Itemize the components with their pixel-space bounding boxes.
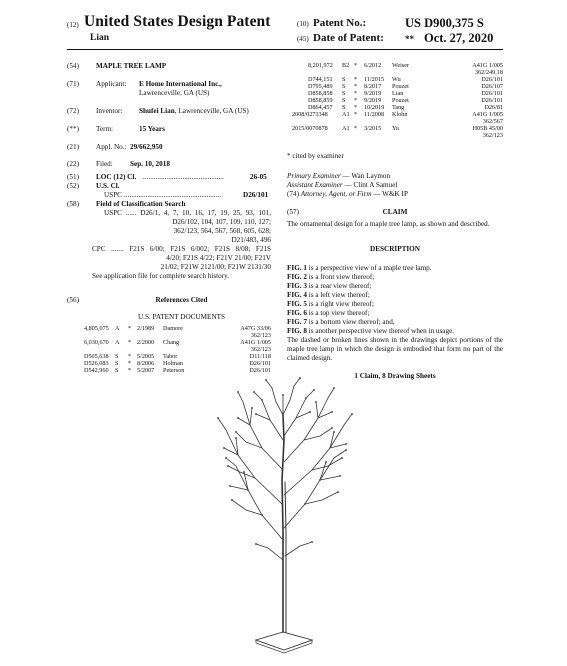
reference-name: Yu [392, 125, 399, 132]
appl-number: 29/662,950 [130, 143, 163, 151]
reference-name: Klohn [392, 111, 408, 118]
reference-name: Peterson [163, 367, 185, 374]
primary-examiner-name: — Wan Laymon [340, 172, 391, 180]
uspc-leader: ...................................................... [124, 191, 222, 199]
sub-branch [305, 450, 346, 504]
inventor-surname-header: Lian [90, 33, 110, 43]
reference-date: 6/2012 [364, 62, 382, 69]
branch [284, 425, 344, 495]
figure-label: FIG. 6 [287, 309, 307, 317]
loc-leader: ............................................. [143, 173, 224, 181]
reference-star: * [354, 104, 358, 111]
code-10: (10) [297, 20, 309, 28]
reference-class: A41G 1/005 [240, 339, 271, 346]
design-title: MAPLE TREE LAMP [96, 62, 167, 70]
reference-kind: B2 [342, 62, 350, 69]
reference-date: 9/2019 [364, 90, 382, 97]
reference-star: * [128, 353, 132, 360]
figure-text: is a front view thereof; [306, 273, 375, 281]
claim-heading: CLAIM [382, 208, 408, 216]
reference-star: * [354, 90, 358, 97]
field-search-label: Field of Classification Search [96, 200, 186, 208]
reference-class: D26/101 [249, 367, 271, 374]
sub-branch [236, 392, 262, 448]
reference-star: * [354, 97, 358, 104]
reference-star: * [128, 367, 132, 374]
reference-class: 362/249.18 [474, 69, 503, 76]
reference-number: D744,151 [308, 76, 333, 83]
figure-text: is another perspective view thereof when in usage. [306, 327, 455, 335]
reference-number: D858,859 [308, 97, 333, 104]
branch [284, 398, 306, 436]
date-label: Date of Patent: [313, 32, 384, 44]
branch [283, 386, 294, 415]
assistant-examiner-name: — Clint A Samuel [342, 181, 398, 189]
term-value: 15 Years [139, 125, 165, 133]
code-74: (74) [287, 190, 299, 198]
reference-name: Weiser [392, 62, 410, 69]
trunk [282, 415, 284, 632]
code-56: (56) [67, 296, 79, 304]
reference-star: * [354, 111, 358, 118]
reference-star: * [354, 76, 358, 83]
applicant-name: E Home International Inc., [139, 80, 222, 88]
reference-class: D26/81 [484, 104, 503, 111]
branch [284, 398, 328, 462]
patent-no-label: Patent No.: [313, 17, 367, 29]
us-patent-docs-heading: U.S. PATENT DOCUMENTS [137, 313, 226, 321]
figure-label: FIG. 4 [287, 291, 307, 299]
loc-class: 26-05 [250, 173, 267, 181]
branch [272, 388, 283, 415]
reference-name: Wu [392, 76, 401, 83]
inventor-label: Inventor: [96, 107, 123, 115]
trunk-edge [285, 482, 286, 632]
reference-class: A41G 1/005 [472, 62, 503, 69]
reference-class: D26/101 [481, 76, 503, 83]
reference-name: Pouzet [392, 83, 409, 90]
applicant-city: Lawrenceville, GA (US) [139, 89, 210, 97]
code-51: (51) [67, 173, 79, 181]
reference-name: Pouzet [392, 97, 409, 104]
reference-class: D26/101 [481, 90, 503, 97]
reference-class: D26/101 [249, 360, 271, 367]
figure-text: is a left view thereof; [306, 291, 370, 299]
figure-label: FIG. 2 [287, 273, 307, 281]
description-heading: DESCRIPTION [370, 245, 420, 253]
uspc-class: D26/101 [243, 191, 269, 199]
code-22: (22) [67, 160, 79, 168]
cpc-search-line: 4/20; F21S 4/22; F21V 21/00; F21V [166, 254, 271, 262]
loc-label: LOC (12) Cl. [96, 173, 137, 181]
reference-class: 362/123 [250, 332, 271, 339]
reference-kind: S [342, 76, 346, 83]
reference-number: D864,457 [308, 104, 333, 111]
sub-branch [256, 542, 312, 560]
reference-number: D542,960 [84, 367, 109, 374]
date-of-patent: Oct. 27, 2020 [424, 31, 494, 45]
reference-kind: A1 [342, 125, 350, 132]
code-term: (**) [67, 125, 79, 133]
uspc-search-line: D26/102, 104, 107, 109, 110, 127; [172, 218, 271, 226]
reference-kind: S [342, 104, 346, 111]
reference-class: H05B 45/00 [472, 125, 503, 132]
patent-number: US D900,375 S [405, 16, 484, 30]
inventor-name: Shufei Lian [139, 107, 175, 115]
see-application-note: See application file for complete search history. [92, 272, 230, 280]
reference-date: 5/2005 [137, 353, 155, 360]
reference-name: Damore [163, 325, 183, 332]
figure-label: FIG. 7 [287, 318, 307, 326]
reference-name: Tang [392, 104, 405, 111]
figure-label: FIG. 5 [287, 300, 307, 308]
reference-number: D795,489 [308, 83, 333, 90]
figure-text: is a bottom view thereof; and, [306, 318, 395, 326]
reference-class: A47G 33/06 [240, 325, 271, 332]
figure-text: is a rear view thereof; [306, 282, 372, 290]
branch [226, 430, 283, 505]
reference-class: 362/567 [482, 118, 503, 125]
document-title: United States Design Patent [84, 13, 271, 30]
reference-class: D11/118 [249, 353, 271, 360]
claims-count: 1 Claim, 8 Drawing Sheets [354, 372, 436, 380]
reference-kind: S [342, 90, 346, 97]
reference-date: 2/1989 [137, 325, 155, 332]
reference-class: A41G 1/005 [472, 111, 503, 118]
branch [262, 400, 283, 440]
reference-date: 10/2019 [364, 104, 385, 111]
references-heading: References Cited [155, 296, 208, 304]
reference-date: 11/2008 [364, 111, 385, 118]
branch [284, 458, 334, 528]
branch [236, 466, 283, 540]
uspc-search-line: USPC ...... D26/1, 4, 7, 10, 16, 17, 19, 25, 93, 101, [104, 209, 271, 217]
cited-by-examiner-note: * cited by examiner [287, 152, 344, 160]
reference-star: * [354, 125, 358, 132]
reference-kind: S [115, 353, 119, 360]
reference-kind: S [342, 97, 346, 104]
reference-kind: A [115, 339, 120, 346]
sub-branch [266, 378, 300, 415]
sub-branch [254, 390, 314, 420]
primary-examiner-label: Primary Examiner [287, 172, 341, 180]
code-12: (12) [67, 21, 79, 29]
code-54: (54) [67, 62, 79, 70]
reference-number: 8,201,972 [308, 62, 333, 69]
reference-number: 6,030,670 [84, 339, 109, 346]
reference-star: * [128, 325, 132, 332]
reference-date: 2/2000 [137, 339, 155, 346]
reference-number: 2008/0273348 [292, 111, 328, 118]
code-58: (58) [67, 200, 79, 208]
reference-number: D526,083 [84, 360, 109, 367]
reference-kind: A [115, 325, 120, 332]
reference-class: D26/101 [481, 97, 503, 104]
reference-name: Tabor [163, 353, 178, 360]
reference-date: 5/2007 [137, 367, 155, 374]
reference-star: * [354, 62, 358, 69]
reference-class: D26/107 [481, 83, 503, 90]
date-marker: ** [405, 34, 414, 44]
reference-date: 9/2019 [364, 97, 382, 104]
code-21: (21) [67, 143, 79, 151]
filed-date: Sep. 10, 2018 [130, 160, 170, 168]
branch [243, 402, 283, 470]
uspc-search-line: 362/123, 564, 567, 568, 605, 628; [173, 227, 271, 235]
reference-number: D505,638 [84, 353, 109, 360]
applicant-label: Applicant: [96, 80, 127, 88]
term-label: Term: [96, 125, 114, 133]
reference-date: 3/2015 [364, 125, 382, 132]
reference-kind: S [342, 83, 346, 90]
reference-date: 8/2006 [137, 360, 155, 367]
figure-text: is a top view thereof; [306, 309, 370, 317]
reference-star: * [128, 360, 132, 367]
reference-class: 362/123 [482, 132, 503, 139]
code-72: (72) [67, 107, 79, 115]
sub-branch [226, 458, 262, 515]
figure-label: FIG. 8 [287, 327, 307, 335]
uspc-label: USPC [104, 191, 122, 199]
attorney-name: — W&K IP [371, 190, 408, 198]
reference-star: * [128, 339, 132, 346]
reference-name: Lian [392, 90, 404, 97]
reference-class: 362/123 [250, 346, 271, 353]
code-57: (57) [287, 208, 299, 216]
figure-text: is a right view thereof; [306, 300, 374, 308]
attorney-label: Attorney, Agent, or Firm [300, 190, 372, 198]
uspc-search-line: D21/483, 496 [231, 236, 271, 244]
reference-name: Chang [163, 339, 180, 346]
reference-number: 4,805,075 [84, 325, 109, 332]
us-cl-label: U.S. Cl. [96, 182, 120, 190]
cpc-search-line: CPC ....... F21S 6/00; F21S 6/002; F21S 8/08; F21S [92, 245, 271, 253]
reference-date: 11/2015 [364, 76, 385, 83]
cpc-search-line: 21/02; F21W 2121/00; F21W 2131/30 [160, 263, 271, 271]
code-52: (52) [67, 182, 79, 190]
figure-text: is a perspective view of a maple tree lamp. [306, 264, 432, 272]
lamp-base [256, 632, 312, 650]
reference-number: 2015/0070878 [292, 125, 328, 132]
claim-text: The ornamental design for a maple tree lamp, as shown and described. [287, 220, 490, 228]
reference-star: * [354, 83, 358, 90]
code-71: (71) [67, 80, 79, 88]
assistant-examiner-label: Assistant Examiner [287, 181, 343, 189]
reference-name: Holman [163, 360, 183, 367]
reference-kind: S [115, 360, 119, 367]
appl-label: Appl. No.: [96, 143, 127, 151]
inventor-city: , Lawrenceville, GA (US) [174, 107, 249, 115]
code-45: (45) [297, 35, 309, 43]
figure-label: FIG. 3 [287, 282, 307, 290]
reference-number: D858,858 [308, 90, 333, 97]
reference-date: 8/2017 [364, 83, 382, 90]
filed-label: Filed: [96, 160, 113, 168]
lamp-base-edge [256, 640, 312, 653]
reference-kind: A1 [342, 111, 350, 118]
figure-label: FIG. 1 [287, 264, 307, 272]
reference-kind: S [115, 367, 119, 374]
dashed-lines-note: The dashed or broken lines shown in the drawings depict portions of the maple tree lamp in which the design is embodied that form no part of the claimed design. [287, 336, 503, 362]
